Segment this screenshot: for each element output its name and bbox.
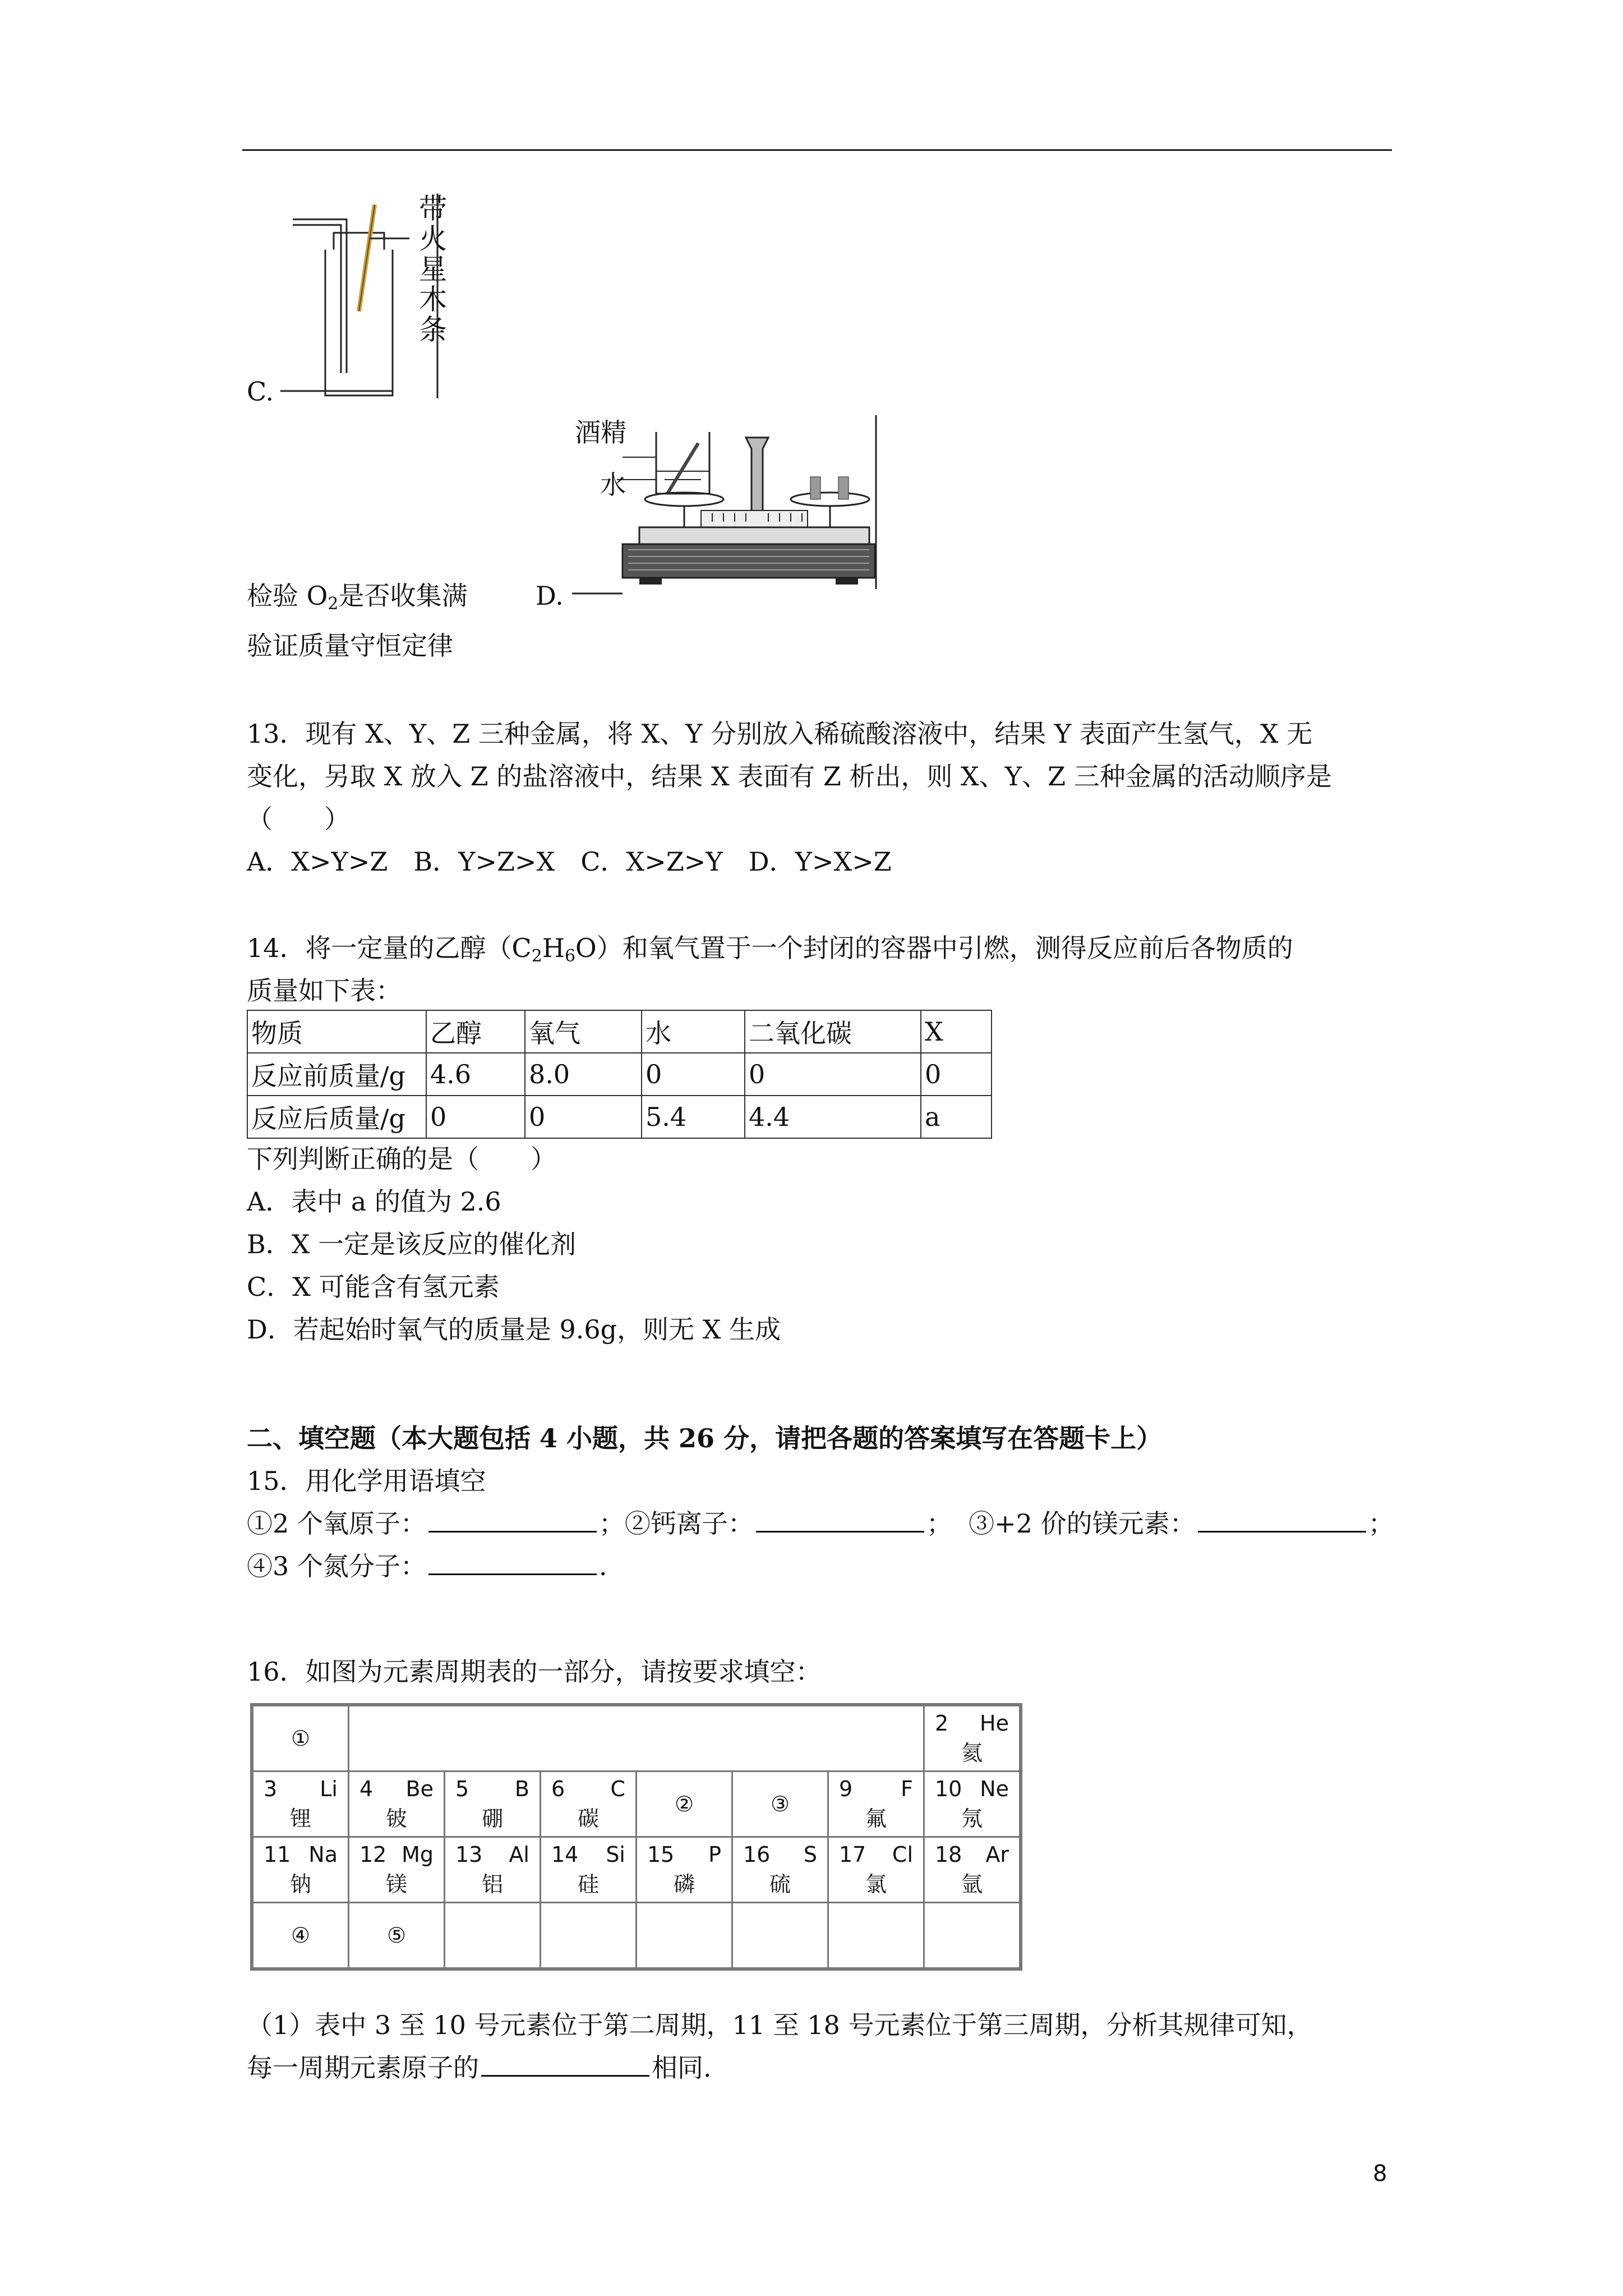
element-cell: [732, 1903, 828, 1970]
q14-option-b: B．X 一定是该反应的催化剂: [247, 1229, 577, 1259]
element-cell: 10 Ne 氖: [924, 1772, 1021, 1837]
water-label: 水: [600, 470, 626, 500]
q15-title: 15．用化学用语填空: [247, 1466, 486, 1496]
table-cell: 8.0: [525, 1053, 642, 1096]
q13-line3: （ ）: [247, 804, 350, 834]
element-cell: 16 S 硫: [732, 1837, 828, 1903]
q14-option-a: A．表中 a 的值为 2.6: [247, 1186, 501, 1217]
answer-blank[interactable]: [1198, 1507, 1366, 1533]
table-row: [252, 1837, 1021, 1903]
element-cell: ①: [252, 1705, 349, 1772]
element-cell: 3 Li 锂: [252, 1772, 349, 1837]
answer-blank[interactable]: [756, 1507, 924, 1533]
table-row: [252, 1772, 1021, 1837]
table-cell: 物质: [247, 1010, 426, 1053]
element-cell: 11 Na 钠: [252, 1837, 349, 1903]
mass-table: [247, 1010, 992, 1139]
element-cell: 17 Cl 氯: [828, 1837, 924, 1903]
element-cell: [924, 1903, 1021, 1970]
table-cell: 反应前质量/g: [247, 1053, 426, 1096]
q14-line1: 14．将一定量的乙醇$(C_2H_6O)$和氧气置于一个封闭的容器中引燃，测得反应前后各物质的: [247, 933, 1293, 966]
q16-sub1-line1: （1）表中 3 至 10 号元素位于第二周期，11 至 18 号元素位于第三周期，分析其规律可知，: [247, 2010, 1313, 2040]
element-cell: 14 Si 硅: [541, 1837, 637, 1903]
q16-sub1-line2: 每一周期元素原子的 相同.: [247, 2053, 712, 2083]
table-cell: 二氧化碳: [745, 1010, 921, 1053]
answer-blank[interactable]: [428, 1507, 597, 1533]
q14-line2: 质量如下表：: [247, 976, 402, 1006]
element-cell: 4 Be 铍: [349, 1772, 445, 1837]
table-cell: 0: [745, 1053, 921, 1096]
table-cell: 反应后质量/g: [247, 1096, 426, 1138]
element-cell: ④: [252, 1903, 349, 1970]
q13-line1: 13．现有 X、Y、Z 三种金属，将 X、Y 分别放入稀硫酸溶液中，结果 Y 表面产生氢气，X 无: [247, 719, 1313, 749]
element-cell: 15 P 磷: [637, 1837, 732, 1903]
alcohol-label: 酒精: [575, 417, 626, 448]
element-cell: ②: [637, 1772, 732, 1837]
element-cell: 12 Mg 镁: [349, 1837, 445, 1903]
q16-title: 16．如图为元素周期表的一部分，请按要求填空：: [247, 1657, 822, 1687]
table-cell: 4.4: [745, 1096, 921, 1138]
element-cell: 18 Ar 氩: [924, 1837, 1021, 1903]
element-cell: 2 He 氦: [924, 1705, 1021, 1772]
table-row: [252, 1705, 1021, 1772]
q13-line2: 变化，另取 X 放入 Z 的盐溶液中，结果 X 表面有 Z 析出，则 X、Y、Z 三种金属的活动顺序是: [247, 761, 1332, 792]
table-cell: X: [921, 1010, 992, 1053]
element-cell: [828, 1903, 924, 1970]
header-rule: [242, 149, 1392, 151]
stick-label: 带火星木条: [414, 194, 447, 345]
element-cell: [445, 1903, 541, 1970]
table-cell: a: [921, 1096, 992, 1138]
table-cell: 氧气: [525, 1010, 642, 1053]
element-cell: 5 B 硼: [445, 1772, 541, 1837]
element-cell: [541, 1903, 637, 1970]
table-cell: 4.6: [426, 1053, 525, 1096]
element-cell: ⑤: [349, 1903, 445, 1970]
element-cell: 9 F 氟: [828, 1772, 924, 1837]
option-d-label: D.: [536, 581, 564, 611]
table-row: [252, 1903, 1021, 1970]
table-cell: 0: [525, 1096, 642, 1138]
table-cell: 5.4: [642, 1096, 745, 1138]
option-d-caption: 验证质量守恒定律: [247, 631, 453, 661]
q14-option-c: C．X 可能含有氢元素: [247, 1272, 500, 1302]
periodic-table: [250, 1703, 1022, 1971]
q15-line1: ①2 个氧原子： ；②钙离子： ； ③+2 价的镁元素： ；: [247, 1508, 1394, 1539]
section-heading: 二、填空题（本大题包括 4 小题，共 26 分，请把各题的答案填写在答题卡上）: [247, 1423, 1163, 1453]
table-row: [247, 1053, 992, 1096]
table-row: [247, 1010, 992, 1053]
q14-question: 下列判断正确的是（ ）: [247, 1144, 556, 1174]
option-c-caption: 检验 $O_2$是否收集满: [247, 581, 468, 614]
table-cell: 0: [642, 1053, 745, 1096]
element-cell: 6 C 碳: [541, 1772, 637, 1837]
element-cell: [637, 1903, 732, 1970]
table-cell: 乙醇: [426, 1010, 525, 1053]
q15-line2: ④3 个氮分子： .: [247, 1551, 607, 1581]
answer-blank[interactable]: [428, 1550, 597, 1575]
answer-blank[interactable]: [481, 2051, 649, 2077]
table-cell: 0: [426, 1096, 525, 1138]
q14-option-d: D．若起始时氧气的质量是 9.6g，则无 X 生成: [247, 1314, 781, 1345]
page-number: 8: [1373, 2161, 1387, 2187]
option-c-label: C.: [247, 376, 274, 407]
q13-options: A．X>Y>Z B．Y>Z>X C．X>Z>Y D．Y>X>Z: [247, 846, 892, 877]
table-cell: 水: [642, 1010, 745, 1053]
element-cell: 13 Al 铝: [445, 1837, 541, 1903]
table-cell: 0: [921, 1053, 992, 1096]
table-row: [247, 1096, 992, 1138]
element-cell: ③: [732, 1772, 828, 1837]
